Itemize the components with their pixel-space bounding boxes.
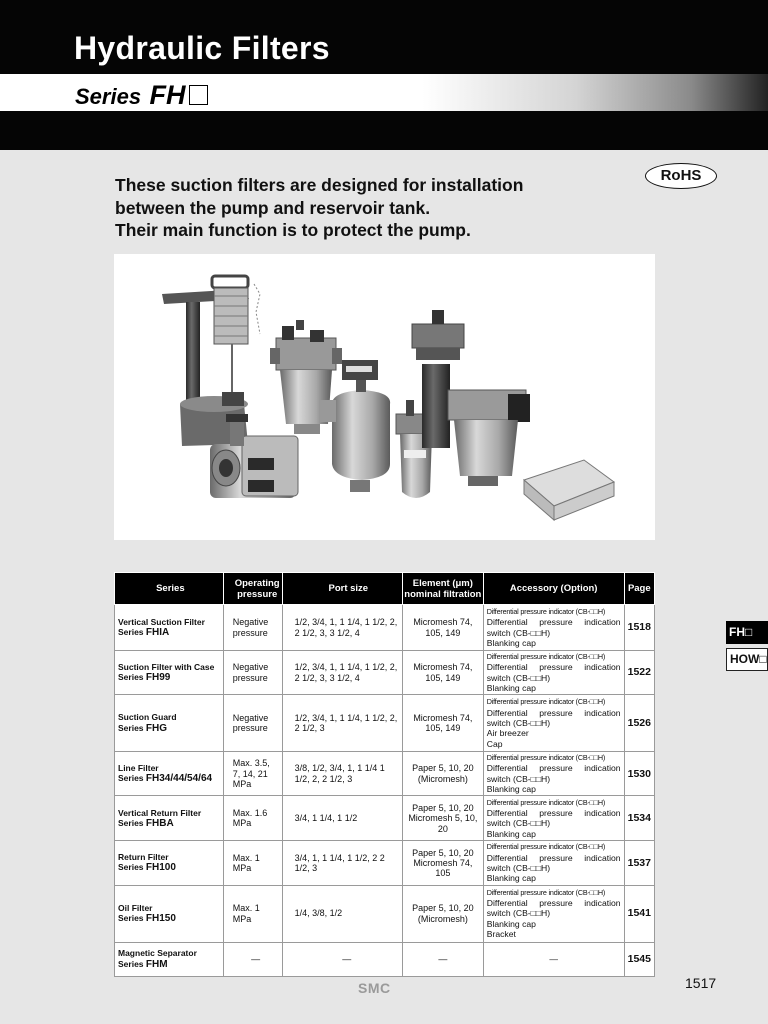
- series-code: FH99: [145, 672, 171, 684]
- pressure-cell: Max. 1.6 MPa: [223, 796, 282, 841]
- pressure-cell: Max. 3.5, 7, 14, 21 MPa: [223, 752, 282, 796]
- acc-switch-1: Differential pressure indication: [486, 662, 621, 673]
- accessory-cell: [483, 651, 624, 695]
- page-cell: 1537: [624, 841, 654, 885]
- filter-products-illustration: [114, 254, 655, 540]
- element-cell: Micromesh 74, 105, 149: [402, 605, 483, 651]
- acc-switch-1: Differential pressure indication: [486, 852, 621, 863]
- page-cell: 1526: [624, 695, 654, 752]
- accessory-cell: [483, 796, 624, 841]
- pressure-cell: Negative pressure: [223, 605, 282, 651]
- acc-indicator: Differential pressure indicator (CB-□□H): [486, 606, 606, 616]
- series-code: FH100: [145, 862, 176, 874]
- page-title: Hydraulic Filters: [74, 30, 330, 66]
- port-cell: 3/8, 1/2, 3/4, 1, 1 1/4 1 1/2, 2, 2 1/2, 3: [282, 752, 402, 796]
- series-label: Series: [118, 627, 144, 637]
- series-name: Oil Filter: [118, 902, 153, 913]
- accessory-cell: [483, 605, 624, 651]
- acc-switch-2: switch (CB-□□H): [486, 818, 551, 829]
- acc-switch-2: switch (CB-□□H): [486, 773, 551, 784]
- accessory-cell: [483, 752, 624, 796]
- index-tab-how[interactable]: HOW□: [726, 648, 768, 671]
- series-name: Line Filter: [118, 762, 159, 773]
- element-cell: Paper 5, 10, 20 (Micromesh): [402, 752, 483, 796]
- port-cell: —: [282, 942, 402, 976]
- col-header-element: Element (μm) nominal filtration: [402, 573, 483, 605]
- series-label: Series: [118, 913, 144, 924]
- acc-switch-2: switch (CB-□□H): [486, 908, 551, 919]
- port-cell: 3/4, 1 1/4, 1 1/2: [282, 796, 402, 841]
- series-heading: [75, 80, 208, 111]
- series-cell: [115, 695, 224, 752]
- return-filter-product: [448, 390, 530, 486]
- series-name: Vertical Return Filter: [118, 807, 202, 818]
- smc-logo: SMC: [358, 980, 391, 996]
- intro-line-3: Their main function is to protect the pump.: [115, 220, 471, 240]
- intro-text: [115, 174, 635, 242]
- port-cell: 1/2, 3/4, 1, 1 1/4, 1 1/2, 2, 2 1/2, 3, 3 1/2, 4: [282, 651, 402, 695]
- element-cell: Paper 5, 10, 20 (Micromesh): [402, 885, 483, 942]
- acc-switch-1: Differential pressure indication: [486, 763, 621, 774]
- acc-switch-1: Differential pressure indication: [486, 898, 621, 909]
- intro-line-1: These suction filters are designed for installation: [115, 175, 524, 195]
- series-word: Series: [75, 84, 142, 109]
- table-row: [115, 695, 655, 752]
- col-header-accessory: Accessory (Option): [483, 573, 624, 605]
- port-cell: 1/2, 3/4, 1, 1 1/4, 1 1/2, 2, 2 1/2, 3: [282, 695, 402, 752]
- element-cell: Micromesh 74, 105, 149: [402, 651, 483, 695]
- port-cell: 1/2, 3/4, 1, 1 1/4, 1 1/2, 2, 2 1/2, 3, 3 1/2, 4: [282, 605, 402, 651]
- acc-indicator: Differential pressure indicator (CB-□□H): [486, 797, 606, 807]
- filter-series-table: [114, 572, 655, 977]
- acc-extra-2: Cap: [486, 738, 503, 749]
- index-tab-fh[interactable]: FH□: [726, 621, 768, 644]
- element-cell: Paper 5, 10, 20 Micromesh 74, 105: [402, 841, 483, 885]
- acc-indicator: Differential pressure indicator (CB-□□H): [486, 652, 606, 661]
- accessory-cell: [483, 841, 624, 885]
- series-label: Series: [118, 817, 144, 828]
- rohs-badge: RoHS: [645, 163, 717, 189]
- series-code: FH150: [145, 913, 176, 925]
- acc-switch-1: Differential pressure indication: [486, 617, 621, 628]
- element-cell: Micromesh 74, 105, 149: [402, 695, 483, 752]
- acc-extra-2: Bracket: [486, 929, 516, 939]
- series-code: FHIA: [145, 627, 170, 638]
- page-cell: 1534: [624, 796, 654, 841]
- acc-extra-1: Blanking cap: [486, 637, 536, 648]
- series-cell: [115, 841, 224, 885]
- col-header-series: Series: [115, 573, 224, 605]
- page-cell: 1545: [624, 942, 654, 976]
- series-placeholder-box: [189, 85, 208, 105]
- acc-switch-1: Differential pressure indication: [486, 808, 621, 819]
- series-label: Series: [118, 773, 144, 784]
- page-number: 1517: [685, 975, 717, 991]
- col-header-port: Port size: [282, 573, 402, 605]
- intro-line-2: between the pump and reservoir tank.: [115, 197, 431, 218]
- table-row: [115, 651, 655, 695]
- series-code: FH: [149, 80, 186, 110]
- pressure-cell: Negative pressure: [223, 651, 282, 695]
- acc-extra-1: Blanking cap: [486, 873, 536, 884]
- accessory-cell: [483, 695, 624, 752]
- series-name: Return Filter: [118, 852, 169, 863]
- element-cell: Paper 5, 10, 20 Micromesh 5, 10, 20: [402, 796, 483, 841]
- pressure-cell: —: [223, 942, 282, 976]
- series-cell: [115, 651, 224, 695]
- pressure-cell: Max. 1 MPa: [223, 841, 282, 885]
- acc-switch-1: Differential pressure indication: [486, 707, 621, 718]
- acc-switch-2: switch (CB-□□H): [486, 718, 551, 729]
- series-cell: [115, 885, 224, 942]
- acc-indicator: Differential pressure indicator (CB-□□H): [486, 753, 606, 763]
- acc-extra-1: Blanking cap: [486, 828, 536, 839]
- series-cell: [115, 942, 224, 976]
- table-row: [115, 796, 655, 841]
- series-label: Series: [118, 672, 144, 683]
- table-row: [115, 605, 655, 651]
- accessory-cell: —: [483, 942, 624, 976]
- page-cell: 1541: [624, 885, 654, 942]
- table-row: [115, 841, 655, 885]
- pressure-cell: Max. 1 MPa: [223, 885, 282, 942]
- acc-extra-1: Air breezer: [486, 728, 529, 739]
- series-label: Series: [118, 862, 144, 873]
- series-name: Magnetic Separator: [118, 948, 197, 959]
- series-name: Vertical Suction Filter: [118, 616, 205, 627]
- series-label: Series: [118, 958, 144, 969]
- acc-indicator: Differential pressure indicator (CB-□□H): [486, 887, 606, 897]
- table-header-row: [115, 573, 655, 605]
- acc-extra-1: Blanking cap: [486, 918, 536, 929]
- series-name: Suction Filter with Case: [118, 661, 215, 672]
- acc-switch-2: switch (CB-□□H): [486, 672, 551, 683]
- page-cell: 1518: [624, 605, 654, 651]
- acc-extra-1: Blanking cap: [486, 682, 536, 693]
- acc-indicator: Differential pressure indicator (CB-□□H): [486, 697, 606, 707]
- table-row: [115, 942, 655, 976]
- series-code: FHBA: [145, 817, 174, 829]
- col-header-page: Page: [624, 573, 654, 605]
- page-cell: 1530: [624, 752, 654, 796]
- series-code: FHM: [145, 958, 168, 970]
- accessory-cell: [483, 885, 624, 942]
- col-header-pressure: Operating pressure: [223, 573, 282, 605]
- series-cell: [115, 796, 224, 841]
- element-cell: —: [402, 942, 483, 976]
- acc-extra-1: Blanking cap: [486, 784, 536, 795]
- pressure-cell: Negative pressure: [223, 695, 282, 752]
- table-row: [115, 885, 655, 942]
- series-name: Suction Guard: [118, 712, 177, 723]
- port-cell: 3/4, 1, 1 1/4, 1 1/2, 2 2 1/2, 3: [282, 841, 402, 885]
- acc-indicator: Differential pressure indicator (CB-□□H): [486, 842, 606, 852]
- series-label: Series: [118, 722, 144, 733]
- series-code: FHG: [145, 722, 168, 734]
- product-photo: [114, 254, 655, 540]
- table-row: [115, 752, 655, 796]
- magnetic-separator-box-product: [524, 460, 614, 520]
- series-code: FH34/44/54/64: [145, 773, 213, 785]
- page-cell: 1522: [624, 651, 654, 695]
- series-cell: [115, 605, 224, 651]
- port-cell: 1/4, 3/8, 1/2: [282, 885, 402, 942]
- series-cell: [115, 752, 224, 796]
- acc-switch-2: switch (CB-□□H): [486, 862, 551, 873]
- acc-switch-2: switch (CB-□□H): [486, 627, 551, 638]
